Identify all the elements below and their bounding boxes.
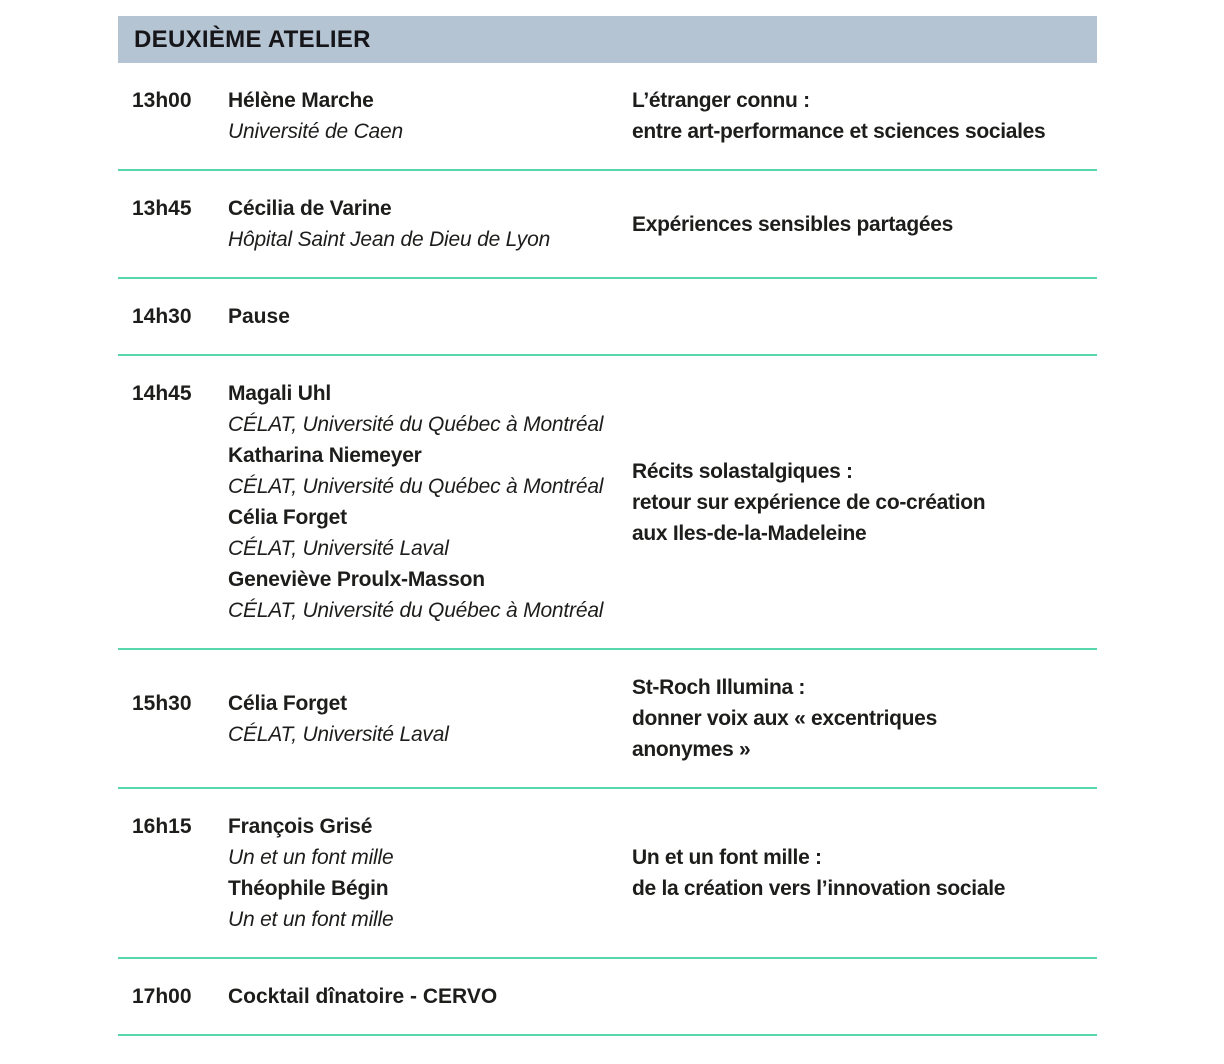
time-label: 14h45 bbox=[132, 382, 192, 405]
time-label: 14h30 bbox=[132, 305, 192, 328]
speaker-name: François Grisé bbox=[228, 815, 373, 838]
speaker-affiliation: Université de Caen bbox=[228, 120, 403, 143]
speaker-name: Théophile Bégin bbox=[228, 877, 389, 900]
speakers-block bbox=[228, 981, 632, 1012]
talk-title-line: Un et un font mille : bbox=[632, 846, 822, 869]
speaker-name: Hélène Marche bbox=[228, 89, 374, 112]
speakers-block bbox=[228, 301, 632, 332]
talk-title-line: St-Roch Illumina : bbox=[632, 676, 806, 699]
event-label: Cocktail dînatoire - CERVO bbox=[228, 985, 498, 1008]
speaker-name: Cécilia de Varine bbox=[228, 197, 392, 220]
row-left bbox=[118, 378, 632, 626]
speakers-block bbox=[228, 193, 632, 255]
time-label: 16h15 bbox=[132, 815, 192, 838]
talk-title-line: aux Iles-de-la-Madeleine bbox=[632, 521, 867, 545]
speaker-affiliation: CÉLAT, Université du Québec à Montréal bbox=[228, 413, 604, 436]
section-header bbox=[118, 16, 1097, 63]
speaker-affiliation: Un et un font mille bbox=[228, 846, 394, 869]
speaker-name: Magali Uhl bbox=[228, 382, 332, 405]
talk-title-line: Récits solastalgiques : bbox=[632, 459, 853, 483]
talk-title-line: Expériences sensibles partagées bbox=[632, 212, 954, 236]
row-left bbox=[118, 981, 632, 1012]
speaker-affiliation: CÉLAT, Université du Québec à Montréal bbox=[228, 475, 604, 498]
time-label: 17h00 bbox=[132, 985, 192, 1008]
speaker-name: Célia Forget bbox=[228, 506, 347, 529]
speaker-affiliation: CÉLAT, Université du Québec à Montréal bbox=[228, 599, 604, 622]
schedule-row bbox=[118, 356, 1097, 650]
speakers-block bbox=[228, 378, 632, 626]
row-left bbox=[118, 193, 632, 255]
row-left bbox=[118, 688, 632, 750]
talk-title bbox=[632, 672, 1097, 765]
schedule-row bbox=[118, 789, 1097, 959]
time-label: 13h45 bbox=[132, 197, 192, 220]
section-title: DEUXIÈME ATELIER bbox=[134, 25, 371, 53]
speaker-affiliation: CÉLAT, Université Laval bbox=[228, 537, 449, 560]
schedule-row bbox=[118, 650, 1097, 789]
talk-title bbox=[632, 85, 1097, 147]
speakers-block bbox=[228, 688, 632, 750]
speaker-name: Geneviève Proulx-Masson bbox=[228, 568, 485, 591]
talk-title bbox=[632, 456, 1097, 549]
talk-title bbox=[632, 209, 1097, 240]
talk-title bbox=[632, 842, 1097, 904]
schedule-row bbox=[118, 63, 1097, 171]
talk-title-line: retour sur expérience de co-création bbox=[632, 490, 986, 514]
row-left bbox=[118, 301, 632, 332]
row-left bbox=[118, 811, 632, 935]
schedule-row bbox=[118, 959, 1097, 1036]
speaker-affiliation: Hôpital Saint Jean de Dieu de Lyon bbox=[228, 228, 551, 251]
speaker-name: Katharina Niemeyer bbox=[228, 444, 422, 467]
time-label: 15h30 bbox=[132, 691, 192, 715]
schedule bbox=[118, 63, 1097, 1036]
talk-title-line: anonymes » bbox=[632, 738, 751, 761]
time-label: 13h00 bbox=[132, 89, 192, 112]
talk-title-line: de la création vers l’innovation sociale bbox=[632, 877, 1006, 900]
speakers-block bbox=[228, 85, 632, 147]
schedule-row bbox=[118, 171, 1097, 279]
program-content bbox=[118, 0, 1097, 1036]
row-left bbox=[118, 85, 632, 147]
schedule-row bbox=[118, 279, 1097, 356]
speaker-affiliation: CÉLAT, Université Laval bbox=[228, 722, 449, 746]
speakers-block bbox=[228, 811, 632, 935]
speaker-affiliation: Un et un font mille bbox=[228, 908, 394, 931]
talk-title-line: entre art-performance et sciences sociales bbox=[632, 120, 1046, 143]
event-label: Pause bbox=[228, 305, 290, 328]
speaker-name: Célia Forget bbox=[228, 691, 347, 715]
talk-title-line: donner voix aux « excentriques bbox=[632, 707, 937, 730]
talk-title-line: L’étranger connu : bbox=[632, 89, 810, 112]
